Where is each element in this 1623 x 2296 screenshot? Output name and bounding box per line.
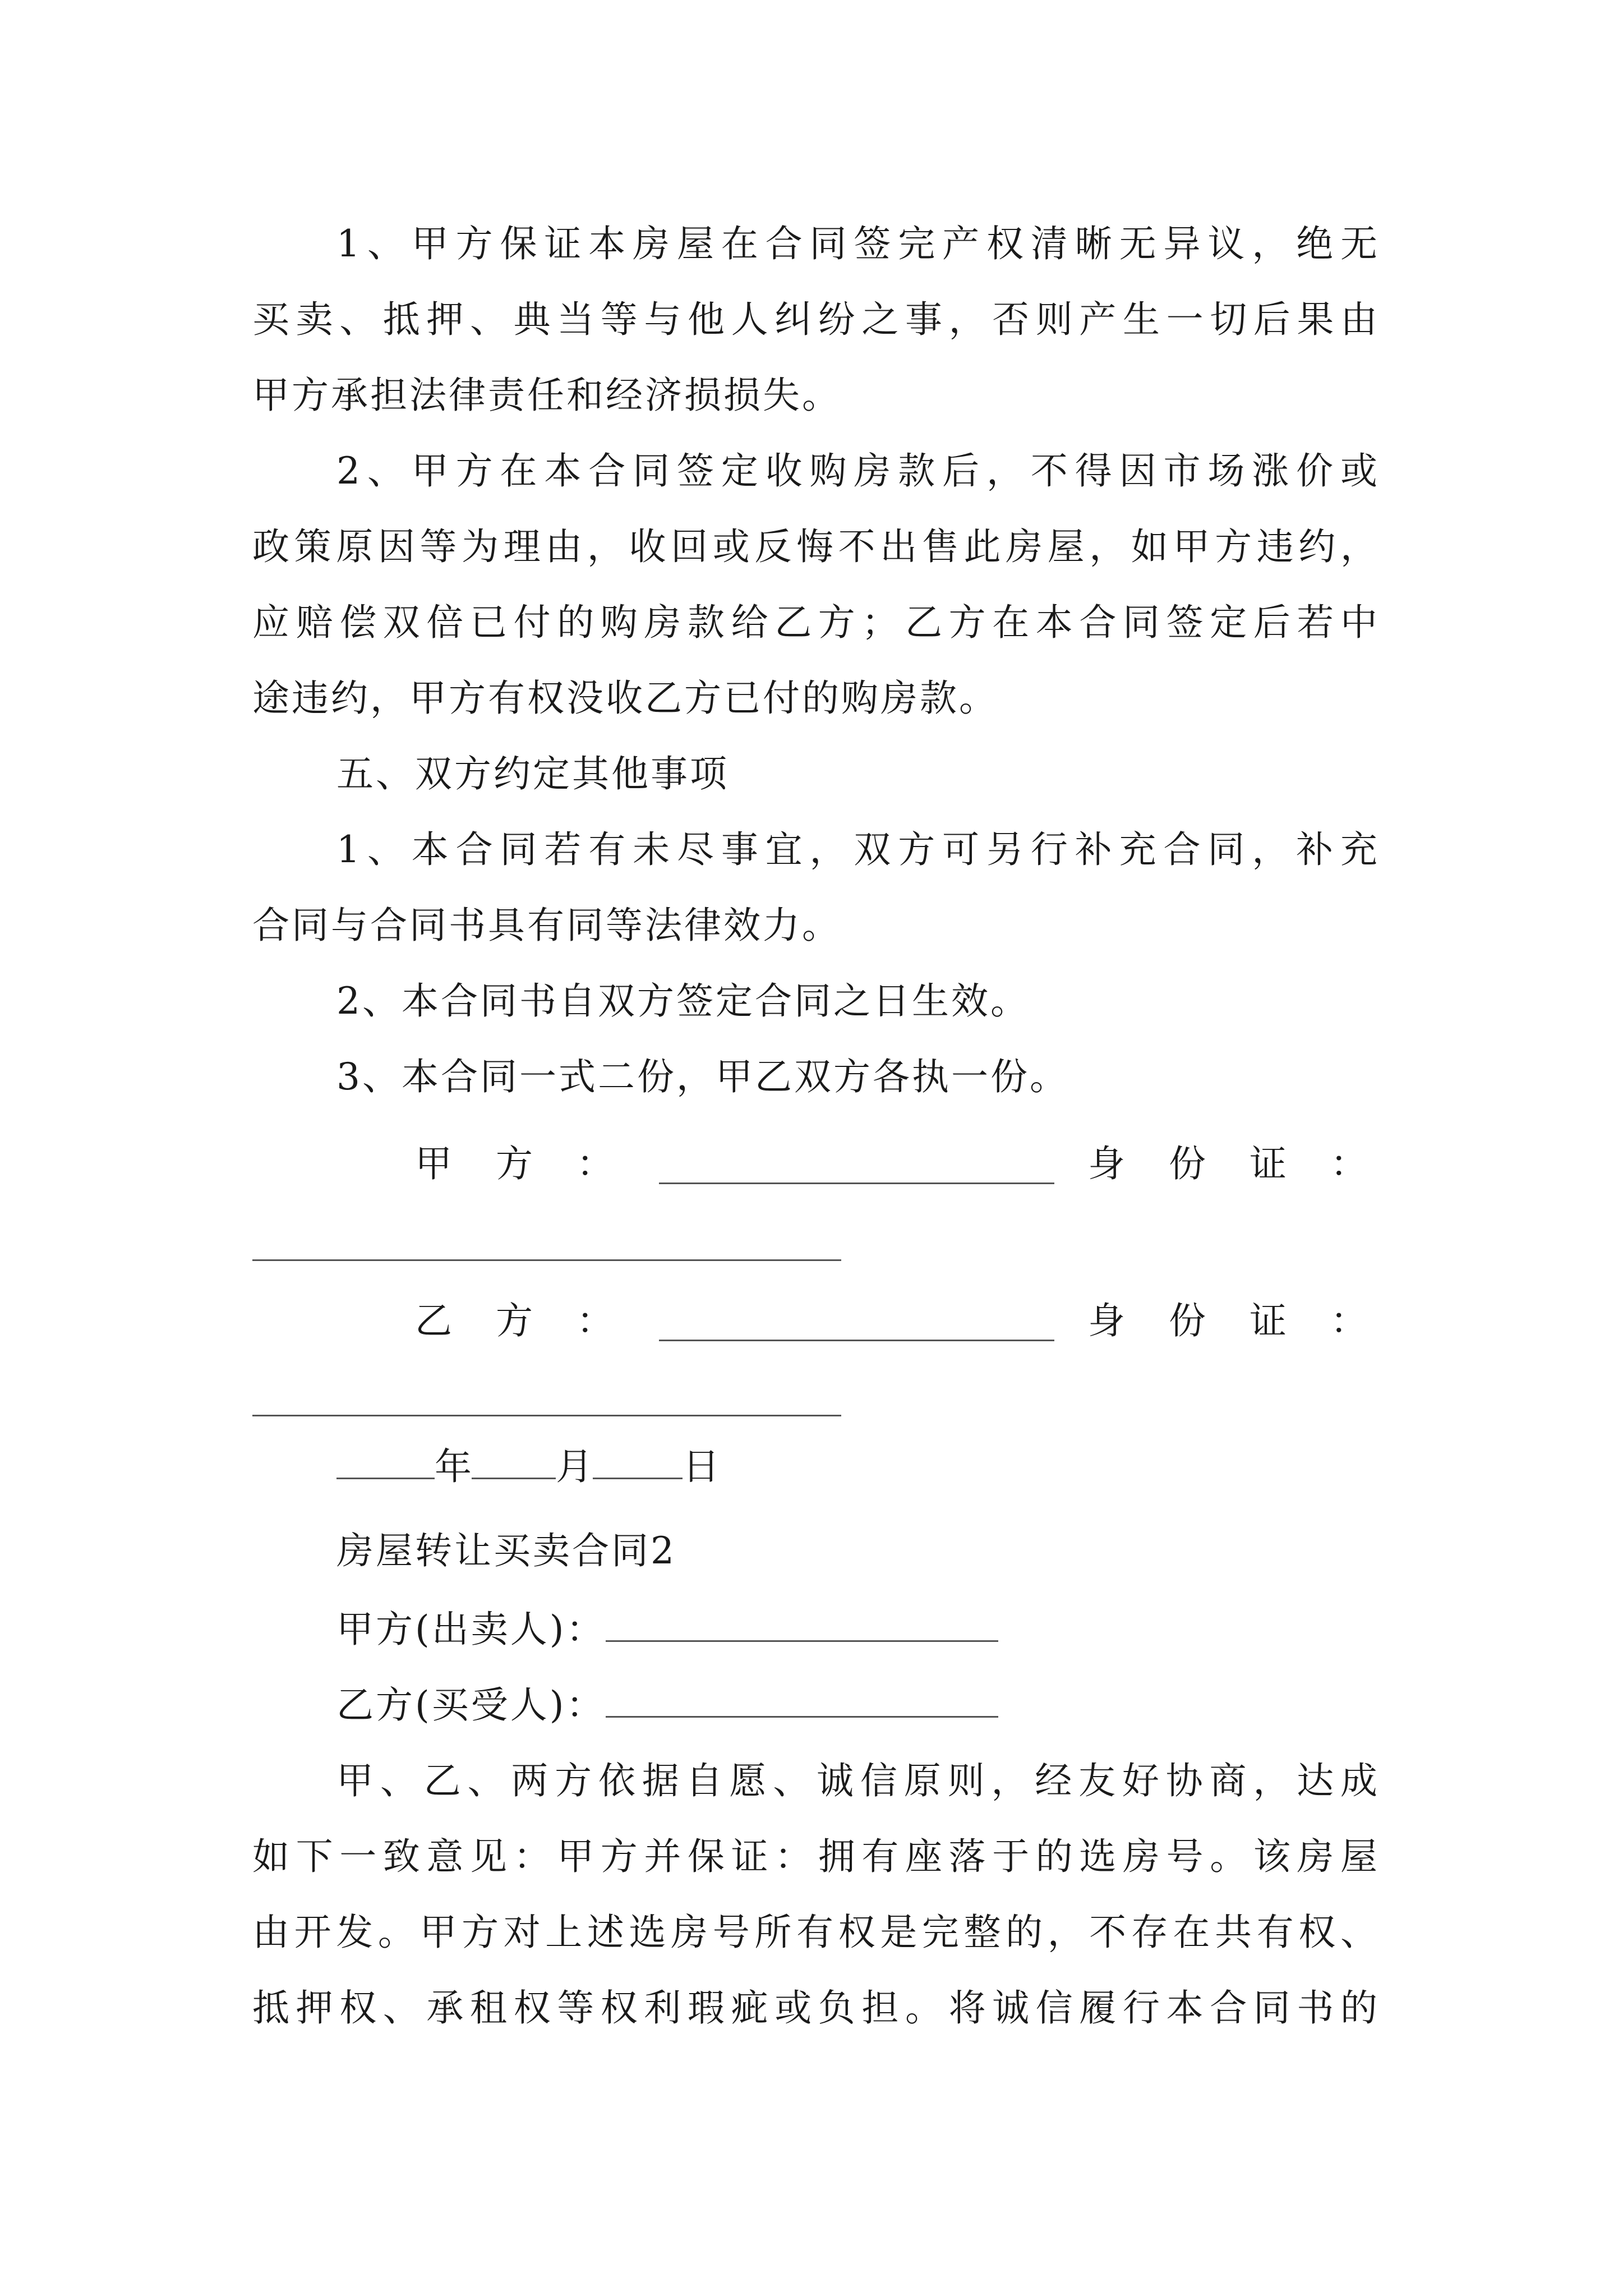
clause-paragraph-line: 2、本合同书自双方签定合同之日生效。 [336, 979, 1030, 1023]
day-label: 日 [683, 1445, 720, 1488]
section-heading: 五、双方约定其他事项 [336, 752, 729, 795]
contract-2-body-line: 抵押权、承租权等权利瑕疵或负担。将诚信履行本合同书的 [252, 1986, 1380, 2030]
clause-paragraph-line: 3、本合同一式二份，甲乙双方各执一份。 [336, 1055, 1069, 1098]
party-a-id-blank [252, 1259, 841, 1261]
contract-2-body-line: 如下一致意见：甲方并保证：拥有座落于的选房号。该房屋 [252, 1835, 1380, 1878]
party-b-id-label: 身 份 证 ： [1088, 1299, 1371, 1342]
clause-paragraph-line: 1、本合同若有未尽事宜，双方可另行补充合同，补充 [336, 828, 1380, 871]
buyer-blank [606, 1682, 998, 1718]
buyer-label: 乙方(买受人)： [336, 1683, 606, 1727]
clause-paragraph-line: 政策原因等为理由，收回或反悔不出售此房屋，如甲方违约， [252, 525, 1380, 568]
year-label: 年 [435, 1445, 472, 1488]
party-b-signature-row [252, 1296, 1380, 1346]
contract-2-title: 房屋转让买卖合同2 [336, 1529, 676, 1572]
party-a-name-blank [659, 1182, 1054, 1184]
clause-paragraph-line: 买卖、抵押、典当等与他人纠纷之事，否则产生一切后果由 [252, 298, 1380, 341]
date-line [336, 1442, 897, 1492]
month-label: 月 [556, 1445, 593, 1488]
party-b-name-blank [659, 1340, 1054, 1341]
clause-paragraph-line: 合同与合同书具有同等法律效力。 [252, 904, 841, 947]
year-blank [336, 1444, 435, 1479]
clause-paragraph-line: 应赔偿双倍已付的购房款给乙方；乙方在本合同签定后若中 [252, 601, 1380, 644]
seller-row [336, 1604, 1066, 1655]
party-a-signature-row [252, 1139, 1380, 1189]
clause-paragraph-line: 1、甲方保证本房屋在合同签完产权清晰无异议，绝无 [336, 222, 1380, 265]
contract-2-body-line: 由开发。甲方对上述选房号所有权是完整的，不存在共有权、 [252, 1911, 1380, 1954]
buyer-row [336, 1680, 1066, 1731]
clause-paragraph-line: 甲方承担法律责任和经济损损失。 [252, 374, 841, 417]
seller-blank [606, 1607, 998, 1642]
clause-paragraph-line: 2、甲方在本合同签定收购房款后，不得因市场涨价或 [336, 449, 1380, 493]
party-a-label: 甲 方 ： [415, 1142, 617, 1185]
party-a-id-label: 身 份 证 ： [1088, 1142, 1371, 1185]
clause-paragraph-line: 途违约，甲方有权没收乙方已付的购房款。 [252, 677, 998, 720]
party-b-id-blank [252, 1415, 841, 1416]
day-blank [593, 1444, 683, 1479]
party-b-label: 乙 方 ： [415, 1299, 617, 1342]
seller-label: 甲方(出卖人)： [336, 1608, 606, 1651]
month-blank [472, 1444, 556, 1479]
contract-2-body-line: 甲、乙、两方依据自愿、诚信原则，经友好协商，达成 [336, 1759, 1380, 1802]
